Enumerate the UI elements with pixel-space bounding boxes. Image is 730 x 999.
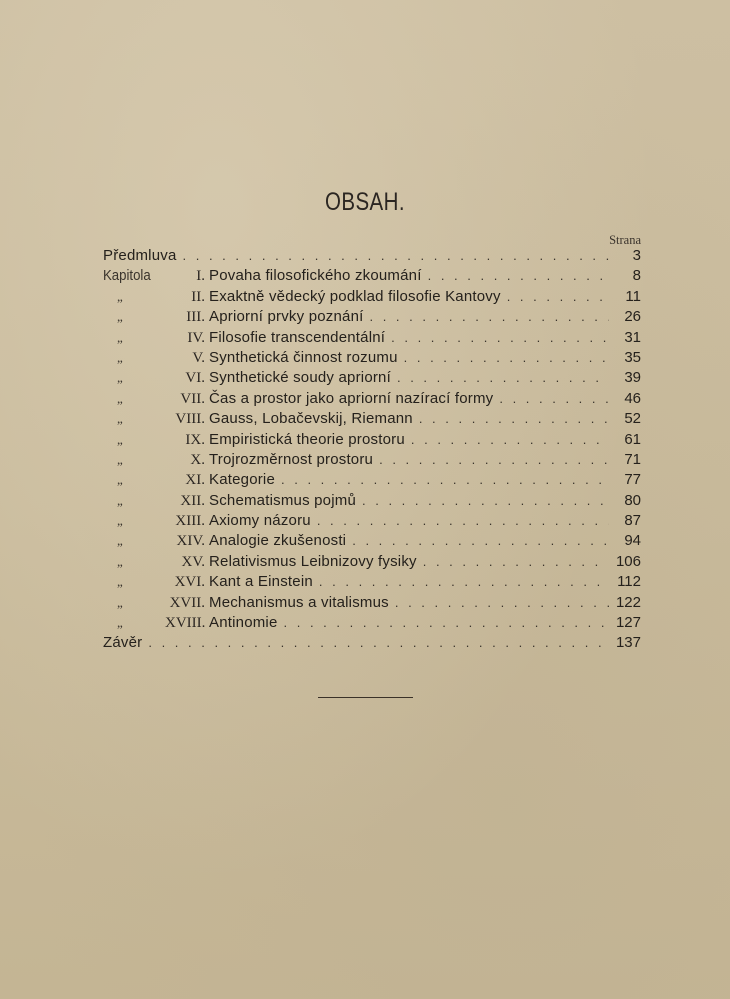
toc-entry-title: Schematismus pojmů bbox=[209, 491, 356, 509]
dot-leader bbox=[507, 287, 609, 307]
toc-entry bbox=[103, 430, 641, 450]
toc-entry bbox=[103, 511, 641, 531]
chapter-numeral: XVI. bbox=[174, 574, 205, 591]
chapter-numeral: VIII. bbox=[175, 411, 205, 428]
toc-entry bbox=[103, 572, 641, 592]
dot-leader bbox=[404, 348, 609, 368]
chapter-numeral: XI. bbox=[185, 472, 205, 489]
toc-entry-title: Exaktně vědecký podklad filosofie Kantovy bbox=[209, 287, 501, 305]
toc-entry-title: Axiomy názoru bbox=[209, 512, 311, 530]
ditto-mark: „ bbox=[117, 513, 123, 529]
page-number: 87 bbox=[624, 512, 641, 530]
toc-entry bbox=[103, 328, 641, 348]
toc-entry-title: Empiristická theorie prostoru bbox=[209, 430, 405, 448]
page-number: 26 bbox=[624, 308, 641, 326]
toc-entry-title: Povaha filosofického zkoumání bbox=[209, 267, 422, 285]
chapter-numeral: VI. bbox=[185, 370, 205, 387]
toc-entry-title: Synthetická činnost rozumu bbox=[209, 348, 398, 366]
dot-leader bbox=[395, 593, 609, 613]
page-title: OBSAH. bbox=[325, 188, 405, 216]
ditto-mark: „ bbox=[117, 431, 123, 447]
toc-entry bbox=[103, 470, 641, 490]
toc-entry-title: Gauss, Lobačevskij, Riemann bbox=[209, 410, 413, 428]
chapter-prefix: Kapitola bbox=[103, 267, 151, 285]
toc-entry bbox=[103, 491, 641, 511]
ditto-mark: „ bbox=[117, 492, 123, 508]
ditto-mark: „ bbox=[117, 288, 123, 304]
toc-entry-title: Mechanismus a vitalismus bbox=[209, 593, 389, 611]
dot-leader bbox=[428, 266, 609, 286]
toc-entry-title: Kategorie bbox=[209, 471, 276, 489]
ditto-mark: „ bbox=[117, 533, 123, 549]
toc-entry bbox=[103, 409, 641, 429]
toc-entry bbox=[103, 389, 641, 409]
toc-entry bbox=[103, 348, 641, 368]
dot-leader bbox=[281, 470, 609, 490]
dot-leader bbox=[391, 328, 609, 348]
page-number: 8 bbox=[632, 267, 641, 285]
toc-entry bbox=[103, 307, 641, 327]
toc-entry-title: Relativismus Leibnizovy fysiky bbox=[209, 552, 417, 570]
toc-entry bbox=[103, 287, 641, 307]
chapter-numeral: XII. bbox=[180, 492, 205, 509]
chapter-numeral: VII. bbox=[180, 390, 205, 407]
ditto-mark: „ bbox=[117, 451, 123, 467]
page-number: 39 bbox=[624, 369, 641, 387]
section-divider bbox=[318, 697, 413, 698]
toc-entry bbox=[103, 531, 641, 551]
page-number: 127 bbox=[615, 614, 641, 632]
ditto-mark: „ bbox=[117, 309, 123, 325]
toc-entry-title: Závěr bbox=[103, 634, 143, 652]
page-number: 46 bbox=[624, 389, 641, 407]
chapter-numeral: XIII. bbox=[175, 513, 205, 530]
toc-entry-title: Apriorní prvky poznání bbox=[209, 308, 364, 326]
dot-leader bbox=[411, 430, 609, 450]
chapter-numeral: V. bbox=[192, 349, 205, 366]
page-number: 106 bbox=[615, 552, 641, 570]
ditto-mark: „ bbox=[117, 594, 123, 610]
dot-leader bbox=[183, 246, 610, 266]
toc-entry bbox=[103, 552, 641, 572]
chapter-numeral: IX. bbox=[185, 431, 205, 448]
chapter-numeral: X. bbox=[190, 451, 205, 468]
page-number: 77 bbox=[624, 471, 641, 489]
toc-entry-title: Antinomie bbox=[209, 614, 278, 632]
page-number: 94 bbox=[624, 532, 641, 550]
toc-entry-title: Synthetické soudy apriorní bbox=[209, 369, 391, 387]
chapter-numeral: I. bbox=[196, 268, 205, 285]
page-number: 112 bbox=[617, 573, 641, 591]
dot-leader bbox=[317, 511, 609, 531]
ditto-mark: „ bbox=[117, 411, 123, 427]
page-column-header: Strana bbox=[609, 233, 641, 247]
toc-entry bbox=[103, 613, 641, 633]
page-number: 61 bbox=[624, 430, 641, 448]
dot-leader bbox=[423, 552, 609, 572]
ditto-mark: „ bbox=[117, 370, 123, 386]
ditto-mark: „ bbox=[117, 390, 123, 406]
page-number: 31 bbox=[624, 328, 641, 346]
toc-entry-title: Předmluva bbox=[103, 247, 177, 264]
ditto-mark: „ bbox=[117, 574, 123, 590]
toc-entry-title: Trojrozměrnost prostoru bbox=[209, 450, 374, 468]
page-number: 3 bbox=[632, 247, 641, 264]
toc-entry bbox=[103, 266, 641, 286]
ditto-mark: „ bbox=[117, 472, 123, 488]
ditto-mark: „ bbox=[117, 615, 123, 631]
toc-entry bbox=[103, 368, 641, 388]
dot-leader bbox=[369, 307, 609, 327]
page-number: 11 bbox=[625, 287, 641, 305]
toc-entry bbox=[103, 633, 641, 653]
dot-leader bbox=[419, 409, 609, 429]
page-number: 71 bbox=[624, 450, 641, 468]
page-number: 137 bbox=[615, 634, 641, 652]
toc-entry-title: Čas a prostor jako apriorní nazírací formy bbox=[209, 389, 494, 407]
toc-entry-title: Filosofie transcendentální bbox=[209, 328, 386, 346]
page-number: 52 bbox=[624, 410, 641, 428]
dot-leader bbox=[148, 633, 609, 653]
ditto-mark: „ bbox=[117, 349, 123, 365]
chapter-numeral: XVII. bbox=[169, 594, 205, 611]
ditto-mark: „ bbox=[117, 553, 123, 569]
dot-leader bbox=[319, 572, 609, 592]
toc-entry bbox=[103, 246, 641, 266]
dot-leader bbox=[397, 368, 609, 388]
page-number: 80 bbox=[624, 491, 641, 509]
toc-entry-title: Analogie zkušenosti bbox=[209, 532, 347, 550]
dot-leader bbox=[379, 450, 609, 470]
chapter-numeral: III. bbox=[186, 309, 205, 326]
chapter-numeral: XVIII. bbox=[165, 615, 206, 632]
chapter-numeral: IV. bbox=[187, 329, 205, 346]
dot-leader bbox=[499, 389, 609, 409]
page-number: 122 bbox=[615, 593, 641, 611]
toc-entry-title: Kant a Einstein bbox=[209, 573, 313, 591]
toc-entry bbox=[103, 450, 641, 470]
dot-leader bbox=[284, 613, 609, 633]
page-number: 35 bbox=[624, 348, 641, 366]
dot-leader bbox=[352, 531, 609, 551]
table-of-contents bbox=[103, 246, 641, 654]
chapter-numeral: II. bbox=[191, 288, 205, 305]
dot-leader bbox=[362, 491, 609, 511]
chapter-numeral: XIV. bbox=[176, 533, 205, 550]
ditto-mark: „ bbox=[117, 329, 123, 345]
chapter-numeral: XV. bbox=[181, 553, 205, 570]
toc-entry bbox=[103, 593, 641, 613]
